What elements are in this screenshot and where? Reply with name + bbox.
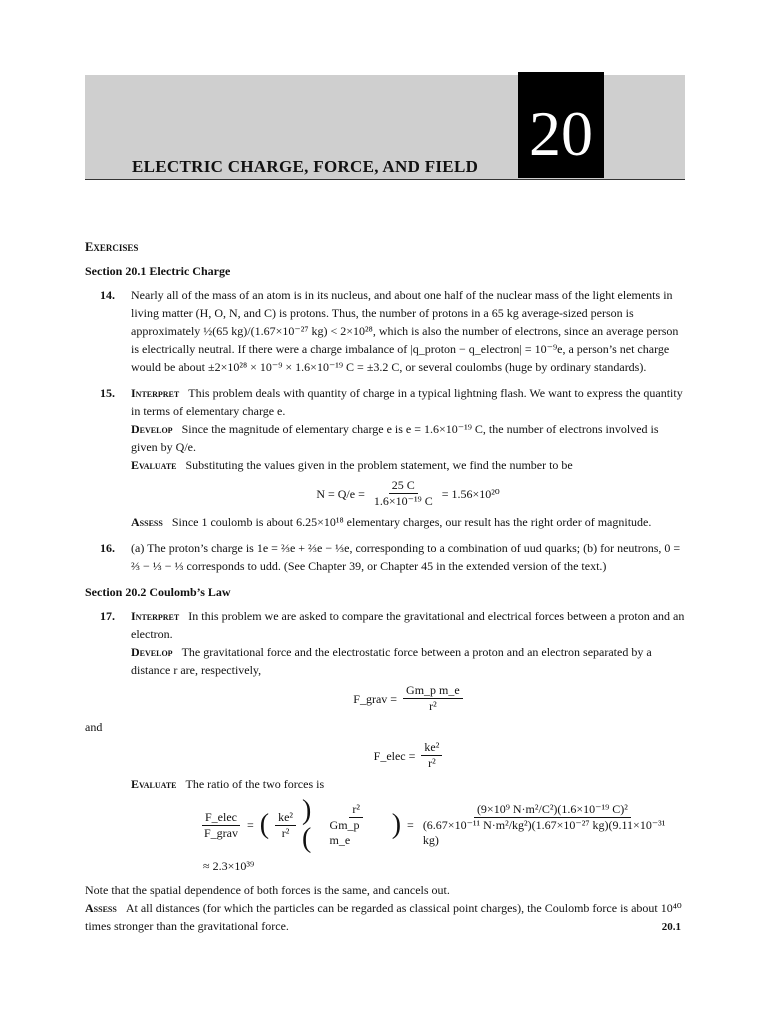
evaluate-label: Evaluate	[131, 458, 177, 472]
chapter-title: ELECTRIC CHARGE, FORCE, AND FIELD	[132, 157, 479, 176]
exercises-heading: Exercises	[85, 240, 139, 254]
problem-number: 15.	[100, 386, 115, 400]
denominator: r²	[281, 825, 290, 840]
equation-lhs: F_elec =	[373, 748, 416, 763]
header-rule	[85, 179, 685, 180]
interpret-text: This problem deals with quantity of charge in a typical lightning flash. We want to express the quantity in terms of elementary charge e.	[131, 386, 683, 418]
numerator: F_elec	[202, 810, 240, 826]
develop-label: Develop	[131, 422, 173, 436]
equation-lhs: N = Q/e =	[316, 486, 365, 501]
approx-result: ≈ 2.3×10³⁹	[203, 859, 255, 873]
interpret-label: Interpret	[131, 609, 180, 623]
chapter-number: 20	[529, 98, 593, 169]
equation-rhs: = 1.56×10²⁰	[441, 486, 500, 501]
develop-text: The gravitational force and the electrostatic force between a proton and an electron separated by a distance r are, respectively,	[131, 645, 652, 677]
evaluate-label: Evaluate	[131, 777, 177, 791]
numerator: r²	[349, 802, 363, 818]
equation-fgrav	[131, 683, 685, 714]
evaluate-text: The ratio of the two forces is	[185, 777, 325, 791]
chapter-number-box	[518, 72, 604, 178]
interpret-text: In this problem we are asked to compare the gravitational and electrical forces between a proton and an electron.	[131, 609, 685, 641]
note-text: Note that the spatial dependence of both forces is the same, and cancels out.	[85, 883, 450, 897]
fraction	[275, 810, 296, 841]
denominator: Gm_p m_e	[329, 818, 360, 847]
equation-lhs: F_grav =	[353, 691, 398, 706]
numerator: 25 C	[389, 478, 418, 494]
section-heading: Section 20.2 Coulomb’s Law	[85, 585, 231, 599]
problem-number: 16.	[100, 541, 115, 555]
equation-felec	[131, 740, 685, 771]
problem-14	[85, 286, 685, 376]
problem-15	[85, 384, 685, 531]
page-number: 20.1	[661, 921, 681, 933]
problem-body	[131, 384, 685, 531]
denominator: F_grav	[204, 825, 238, 840]
section-heading: Section 20.1 Electric Charge	[85, 264, 231, 278]
and-text: and	[85, 720, 103, 734]
numerator: Gm_p m_e	[403, 683, 463, 699]
fraction	[421, 740, 442, 771]
assess-label: Assess	[85, 901, 117, 915]
problem-body: (a) The proton’s charge is 1e = ⅔e + ⅔e − ⅓e, corresponding to a combination of uud quarks; (b) for neutrons, 0 = ⅔ − ⅓ − ⅓ corresponds to udd. (See Chapter 39, or Chapter 45 in the extended version of the text.)	[131, 541, 681, 573]
denominator: r²	[428, 756, 436, 770]
assess-label: Assess	[131, 515, 163, 529]
numerator: ke²	[421, 740, 442, 756]
denominator: 1.6×10⁻¹⁹ C	[373, 494, 433, 508]
equation	[131, 478, 685, 509]
develop-text: Since the magnitude of elementary charge e is e = 1.6×10⁻¹⁹ C, the number of electrons involved is given by Q/e.	[131, 422, 659, 454]
problem-number: 14.	[100, 288, 115, 302]
problem-16	[85, 539, 685, 575]
denominator: r²	[429, 699, 437, 713]
page-content	[85, 238, 685, 943]
assess-text: Since 1 coulomb is about 6.25×10¹⁸ elementary charges, our result has the right order of magnitude.	[171, 515, 652, 529]
numerator: ke²	[275, 810, 296, 826]
fraction	[327, 802, 386, 848]
develop-label: Develop	[131, 645, 173, 659]
denominator: (6.67×10⁻¹¹ N·m²/kg²)(1.67×10⁻²⁷ kg)(9.11×10⁻³¹ kg)	[422, 818, 666, 847]
interpret-label: Interpret	[131, 386, 180, 400]
numerator: (9×10⁹ N·m²/C²)(1.6×10⁻¹⁹ C)²	[474, 802, 631, 818]
evaluate-text: Substituting the values given in the problem statement, we find the number to be	[185, 458, 573, 472]
problem-17	[85, 607, 685, 935]
fraction	[371, 478, 436, 509]
fraction	[403, 683, 463, 714]
ratio-equation: $\frac{\text{F\_elec}}{\text{F\_grav}}$ = ( $\frac{\text{ke²}}{\text{r²}}$ )( $\frac{\text{r²}}{\text{Gm\_p m\_e}}$ ) = $\frac{\text{(9×10⁹ N·m²/C²)(1.6×10⁻¹⁹ C)²}}{\text{(6.67×10⁻¹¹ N·m²/kg²)(1.67×10⁻²⁷ kg)(9.11×10⁻³¹ kg)}}$	[201, 797, 685, 853]
fraction	[420, 802, 685, 848]
problem-body: Nearly all of the mass of an atom is in its nucleus, and about one half of the nuclear mass of the light elements in living matter (H, O, N, and C) is protons. Thus, the number of protons in a 65 kg average-sized person is approximately ½(65 kg)/(1.67×10⁻²⁷ kg) < 2×10²⁸, which is also the number of electrons, since an average person is electrically neutral. If there were a charge imbalance of |q_proton − q_electron| = 10⁻⁹e, a person’s net charge would be about ±2×10²⁸ × 10⁻⁹ × 1.6×10⁻¹⁹ C = ±3.2 C, or several coulombs (huge by ordinary standards).	[131, 288, 679, 374]
fraction	[201, 810, 241, 841]
problem-number: 17.	[100, 609, 115, 623]
assess-text: At all distances (for which the particles can be regarded as classical point charges), the Coulomb force is about 10⁴⁰ times stronger than the gravitational force.	[85, 901, 682, 933]
